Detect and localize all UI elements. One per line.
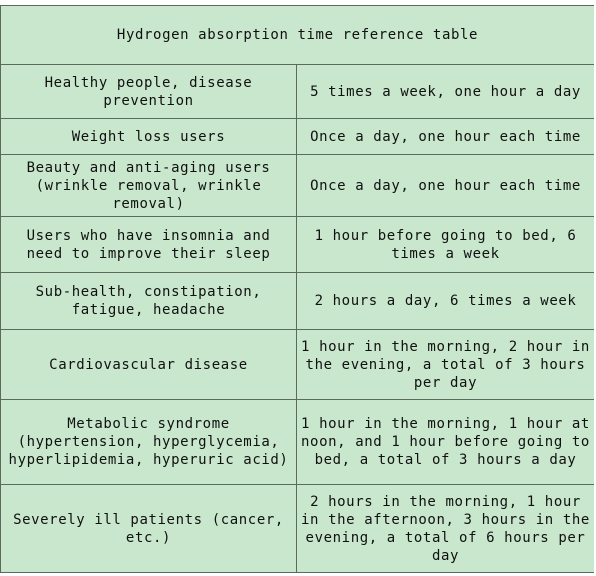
table-row: [1, 400, 595, 485]
time-cell: Once a day, one hour each time: [297, 119, 595, 155]
time-cell: 2 hours in the morning, 1 hour in the afternoon, 3 hours in the evening, a total of 6 hours per day: [297, 485, 595, 573]
table-row: [1, 155, 595, 217]
user-group-cell: Metabolic syndrome (hypertension, hyperglycemia, hyperlipidemia, hyperuric acid): [1, 400, 297, 485]
time-cell: 1 hour in the morning, 1 hour at noon, and 1 hour before going to bed, a total of 3 hours a day: [297, 400, 595, 485]
table-row: [1, 485, 595, 573]
user-group-cell: Healthy people, disease prevention: [1, 65, 297, 119]
table-row: [1, 65, 595, 119]
time-cell: 1 hour before going to bed, 6 times a week: [297, 217, 595, 273]
time-cell: 2 hours a day, 6 times a week: [297, 273, 595, 330]
user-group-cell: Sub-health, constipation, fatigue, headache: [1, 273, 297, 330]
user-group-cell: Beauty and anti-aging users (wrinkle removal, wrinkle removal): [1, 155, 297, 217]
time-cell: 1 hour in the morning, 2 hour in the evening, a total of 3 hours per day: [297, 330, 595, 400]
time-cell: Once a day, one hour each time: [297, 155, 595, 217]
table-row: [1, 217, 595, 273]
table-row: [1, 273, 595, 330]
table-title: Hydrogen absorption time reference table: [1, 6, 595, 65]
user-group-cell: Users who have insomnia and need to improve their sleep: [1, 217, 297, 273]
table-row: [1, 119, 595, 155]
user-group-cell: Cardiovascular disease: [1, 330, 297, 400]
user-group-cell: Weight loss users: [1, 119, 297, 155]
time-cell: 5 times a week, one hour a day: [297, 65, 595, 119]
user-group-cell: Severely ill patients (cancer, etc.): [1, 485, 297, 573]
table-header-row: [1, 6, 595, 65]
reference-table: [0, 5, 595, 573]
table-row: [1, 330, 595, 400]
